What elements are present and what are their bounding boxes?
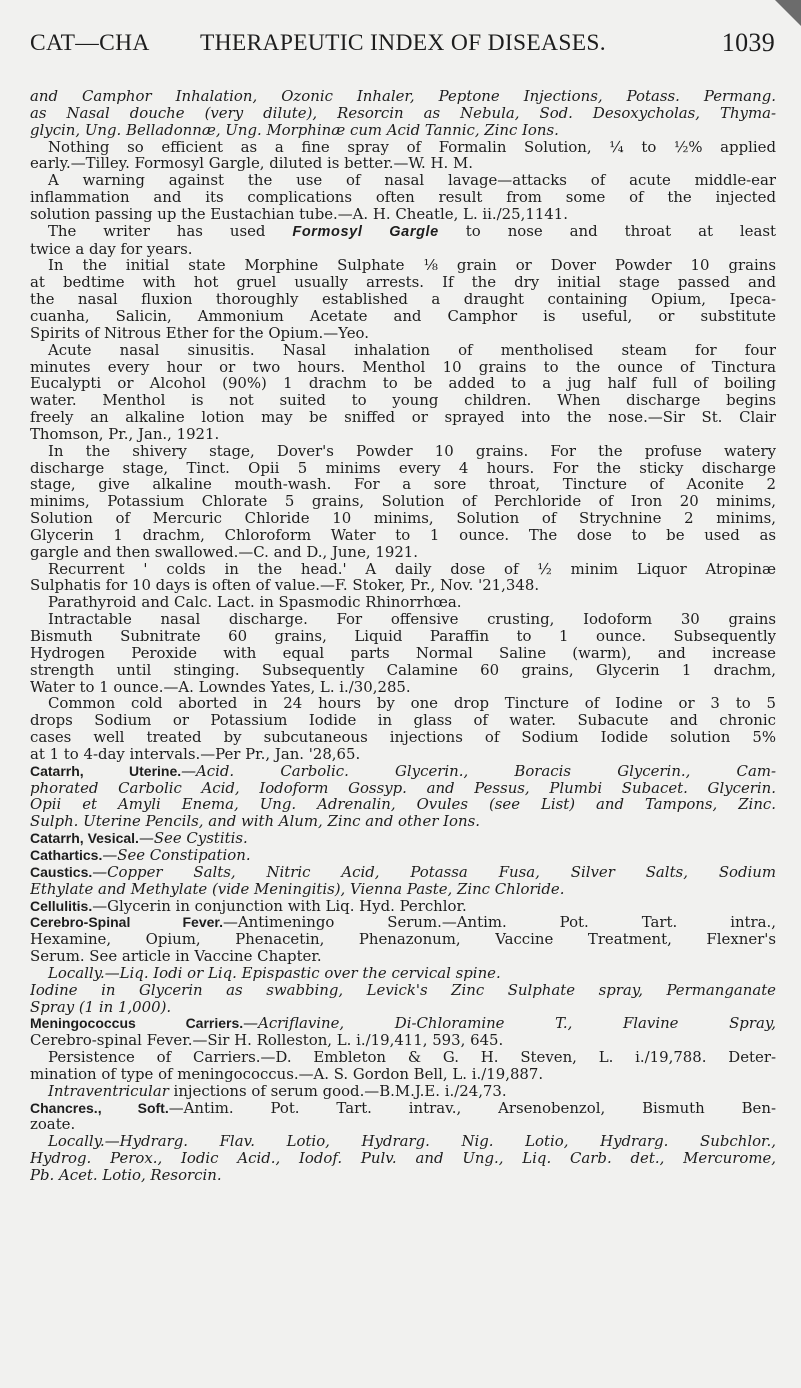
text-line: solution passing up the Eustachian tube.—A. H. Cheatle, L. ii./25,1141. — [30, 205, 568, 223]
text-line: Hydrog. Perox., Iodic Acid., Iodof. Pulv. and Ung., Liq. Carb. det., Mercurome, — [30, 1150, 776, 1167]
text-line: mination of type of meningococcus.—A. S. Gordon Bell, L. i./19,887. — [30, 1065, 544, 1083]
entry-text: —See Constipation. — [102, 846, 251, 864]
product-name: Formosyl Gargle — [292, 223, 439, 240]
text-segment: Intraventricular — [48, 1082, 169, 1100]
text-line: as Nasal douche (very dilute), Resorcin as Nebula, Sod. Desoxycholas, Thyma- — [30, 104, 776, 122]
entry-line — [30, 898, 776, 915]
text-line: Hexamine, Opium, Phenacetin, Phenazonum, Vaccine Treatment, Flexner's — [30, 931, 776, 949]
text-line: and Camphor Inhalation, Ozonic Inhaler, Peptone Injections, Potass. Permang. — [30, 88, 776, 105]
text-line: Locally.—Liq. Iodi or Liq. Epispastic over the cervical spine. — [48, 964, 501, 982]
text-line: at bedtime with hot gruel usually arrests. If the dry initial stage passed and — [30, 274, 776, 292]
page-number: 1039 — [721, 28, 775, 57]
entry-text: —Copper Salts, Nitric Acid, Potassa Fusa, Silver Salts, Sodium — [92, 863, 776, 881]
text-line: In the initial state Morphine Sulphate ⅛ grain or Dover Powder 10 grains — [48, 257, 776, 275]
text-line: Serum. See article in Vaccine Chapter. — [30, 948, 322, 965]
text-line: cuanha, Salicin, Ammonium Acetate and Camphor is useful, or substitute — [30, 307, 776, 325]
running-header — [30, 30, 775, 66]
text-line: Iodine in Glycerin as swabbing, Levick's Zinc Sulphate spray, Permanganate — [30, 981, 776, 999]
entry-line — [30, 763, 776, 780]
header-title: THERAPEUTIC INDEX OF DISEASES. — [200, 30, 606, 56]
text-line: Ethylate and Methylate (vide Meningitis), Vienna Paste, Zinc Chloride. — [30, 880, 565, 898]
entry-text: —Antimeningo Serum.—Antim. Pot. Tart. intra., — [222, 914, 776, 932]
text-line: at 1 to 4-day intervals.—Per Pr., Jan. '28,65. — [30, 745, 361, 763]
text-line: Water to 1 ounce.—A. Lowndes Yates, L. i./30,285. — [30, 678, 411, 696]
text-line: Intractable nasal discharge. For offensive crusting, Iodoform 30 grains — [48, 611, 776, 628]
text-line — [30, 1083, 776, 1100]
text-line: gargle and then swallowed.—C. and D., June, 1921. — [30, 543, 419, 561]
text-line: Hydrogen Peroxide with equal parts Normal Saline (warm), and increase — [30, 644, 776, 662]
text-line: early.—Tilley. Formosyl Gargle, diluted is better.—W. H. M. — [30, 155, 473, 173]
text-segment: to nose and throat at least — [438, 222, 776, 240]
entry-heading: Cathartics. — [30, 846, 103, 863]
text-line: drops Sodium or Potassium Iodide in glass of water. Subacute and chronic — [30, 712, 776, 730]
entry-text: —Acriflavine, Di-Chloramine T., Flavine Spray, — [243, 1015, 776, 1033]
text-line: minutes every hour or two hours. Menthol 10 grains to the ounce of Tinctura — [30, 358, 776, 376]
entry-heading: Chancres., Soft. — [30, 1099, 169, 1116]
text-line: Acute nasal sinusitis. Nasal inhalation of mentholised steam for four — [48, 341, 776, 359]
entry-line — [30, 864, 776, 881]
text-line: Bismuth Subnitrate 60 grains, Liquid Paraffin to 1 ounce. Subsequently — [30, 628, 776, 645]
text-line: Solution of Mercuric Chloride 10 minims, Solution of Strychnine 2 minims, — [30, 510, 776, 527]
entry-heading: Caustics. — [30, 863, 93, 880]
entry-text: —Acid. Carbolic. Glycerin., Boracis Glycerin., Cam- — [181, 762, 776, 780]
entry-heading: Meningococcus Carriers. — [30, 1015, 244, 1032]
text-line: Recurrent ' colds in the head.' A daily dose of ½ minim Liquor Atropinæ — [48, 560, 776, 578]
text-segment: injections of serum good.—B.M.J.E. i./24,73. — [168, 1082, 507, 1100]
text-line: Nothing so efficient as a fine spray of Formalin Solution, ¼ to ½% applied — [48, 138, 776, 156]
page-corner-fold — [775, 0, 801, 26]
text-line: strength until stinging. Subsequently Calamine 60 grains, Glycerin 1 drachm, — [30, 661, 776, 679]
text-line: minims, Potassium Chlorate 5 grains, Solution of Perchloride of Iron 20 minims, — [30, 493, 776, 511]
text-line: glycin, Ung. Belladonnæ, Ung. Morphinæ cum Acid Tannic, Zinc Ions. — [30, 121, 559, 139]
text-line: the nasal fluxion thoroughly established a draught containing Opium, Ipeca- — [30, 291, 776, 308]
text-line: Cerebro-spinal Fever.—Sir H. Rolleston, L. i./19,411, 593, 645. — [30, 1032, 504, 1050]
text-line: Locally.—Hydrarg. Flav. Lotio, Hydrarg. Nig. Lotio, Hydrarg. Subchlor., — [48, 1133, 776, 1151]
entry-line — [30, 1100, 776, 1117]
text-line: twice a day for years. — [30, 240, 193, 258]
text-line: inflammation and its complications often result from some of the injected — [30, 189, 776, 206]
text-line: In the shivery stage, Dover's Powder 10 grains. For the profuse watery — [48, 442, 776, 460]
text-line: cases well treated by subcutaneous injections of Sodium Iodide solution 5% — [30, 729, 776, 746]
text-line: Eucalypti or Alcohol (90%) 1 drachm to be added to a jug half full of boiling — [30, 375, 776, 393]
entry-heading: Cellulitis. — [30, 897, 93, 914]
entry-heading: Catarrh, Uterine. — [30, 762, 182, 779]
text-line: Sulph. Uterine Pencils, and with Alum, Zinc and other Ions. — [30, 813, 480, 831]
text-line: Pb. Acet. Lotio, Resorcin. — [30, 1167, 222, 1184]
text-line: freely an alkaline lotion may be sniffed or sprayed into the nose.—Sir St. Clair — [30, 409, 776, 426]
text-line: Persistence of Carriers.—D. Embleton & G. H. Steven, L. i./19,788. Deter- — [48, 1049, 776, 1066]
text-line: Opii et Amyli Enema, Ung. Adrenalin, Ovules (see List) and Tampons, Zinc. — [30, 796, 776, 814]
entry-text: —Antim. Pot. Tart. intrav., Arsenobenzol, Bismuth Ben- — [168, 1099, 776, 1117]
text-line: zoate. — [30, 1116, 76, 1134]
text-line: Spirits of Nitrous Ether for the Opium.—Yeo. — [30, 324, 369, 342]
text-line: Parathyroid and Calc. Lact. in Spasmodic Rhinorrhœa. — [48, 594, 462, 612]
text-line: discharge stage, Tinct. Opii 5 minims every 4 hours. For the sticky discharge — [30, 459, 776, 477]
entry-heading: Cerebro-Spinal Fever. — [30, 914, 223, 931]
text-line: A warning against the use of nasal lavage—attacks of acute middle-ear — [48, 172, 776, 190]
entry-line — [30, 914, 776, 931]
entry-line — [30, 830, 776, 847]
page-body — [30, 88, 776, 1184]
entry-line — [30, 847, 776, 864]
text-line: Spray (1 in 1,000). — [30, 998, 172, 1016]
entry-line — [30, 1015, 776, 1032]
text-segment: The writer has used — [48, 222, 293, 240]
entry-text: —Glycerin in conjunction with Liq. Hyd. Perchlor. — [92, 897, 467, 915]
text-line — [30, 223, 776, 241]
text-line: phorated Carbolic Acid, Iodoform Gossyp. and Pessus, Plumbi Subacet. Glycerin. — [30, 779, 776, 797]
entry-heading: Catarrh, Vesical. — [30, 830, 139, 847]
text-line: stage, give alkaline mouth-wash. For a sore throat, Tincture of Aconite 2 — [30, 476, 776, 494]
text-line: Common cold aborted in 24 hours by one drop Tincture of Iodine or 3 to 5 — [48, 695, 776, 713]
text-line: Sulphatis for 10 days is often of value.—F. Stoker, Pr., Nov. '21,348. — [30, 577, 540, 595]
entry-text: —See Cystitis. — [138, 830, 248, 847]
header-range: CAT—CHA — [30, 30, 150, 56]
text-line: Thomson, Pr., Jan., 1921. — [30, 425, 220, 443]
text-line: Glycerin 1 drachm, Chloroform Water to 1 ounce. The dose to be used as — [30, 526, 776, 544]
text-line: water. Menthol is not suited to young children. When discharge begins — [30, 392, 776, 410]
